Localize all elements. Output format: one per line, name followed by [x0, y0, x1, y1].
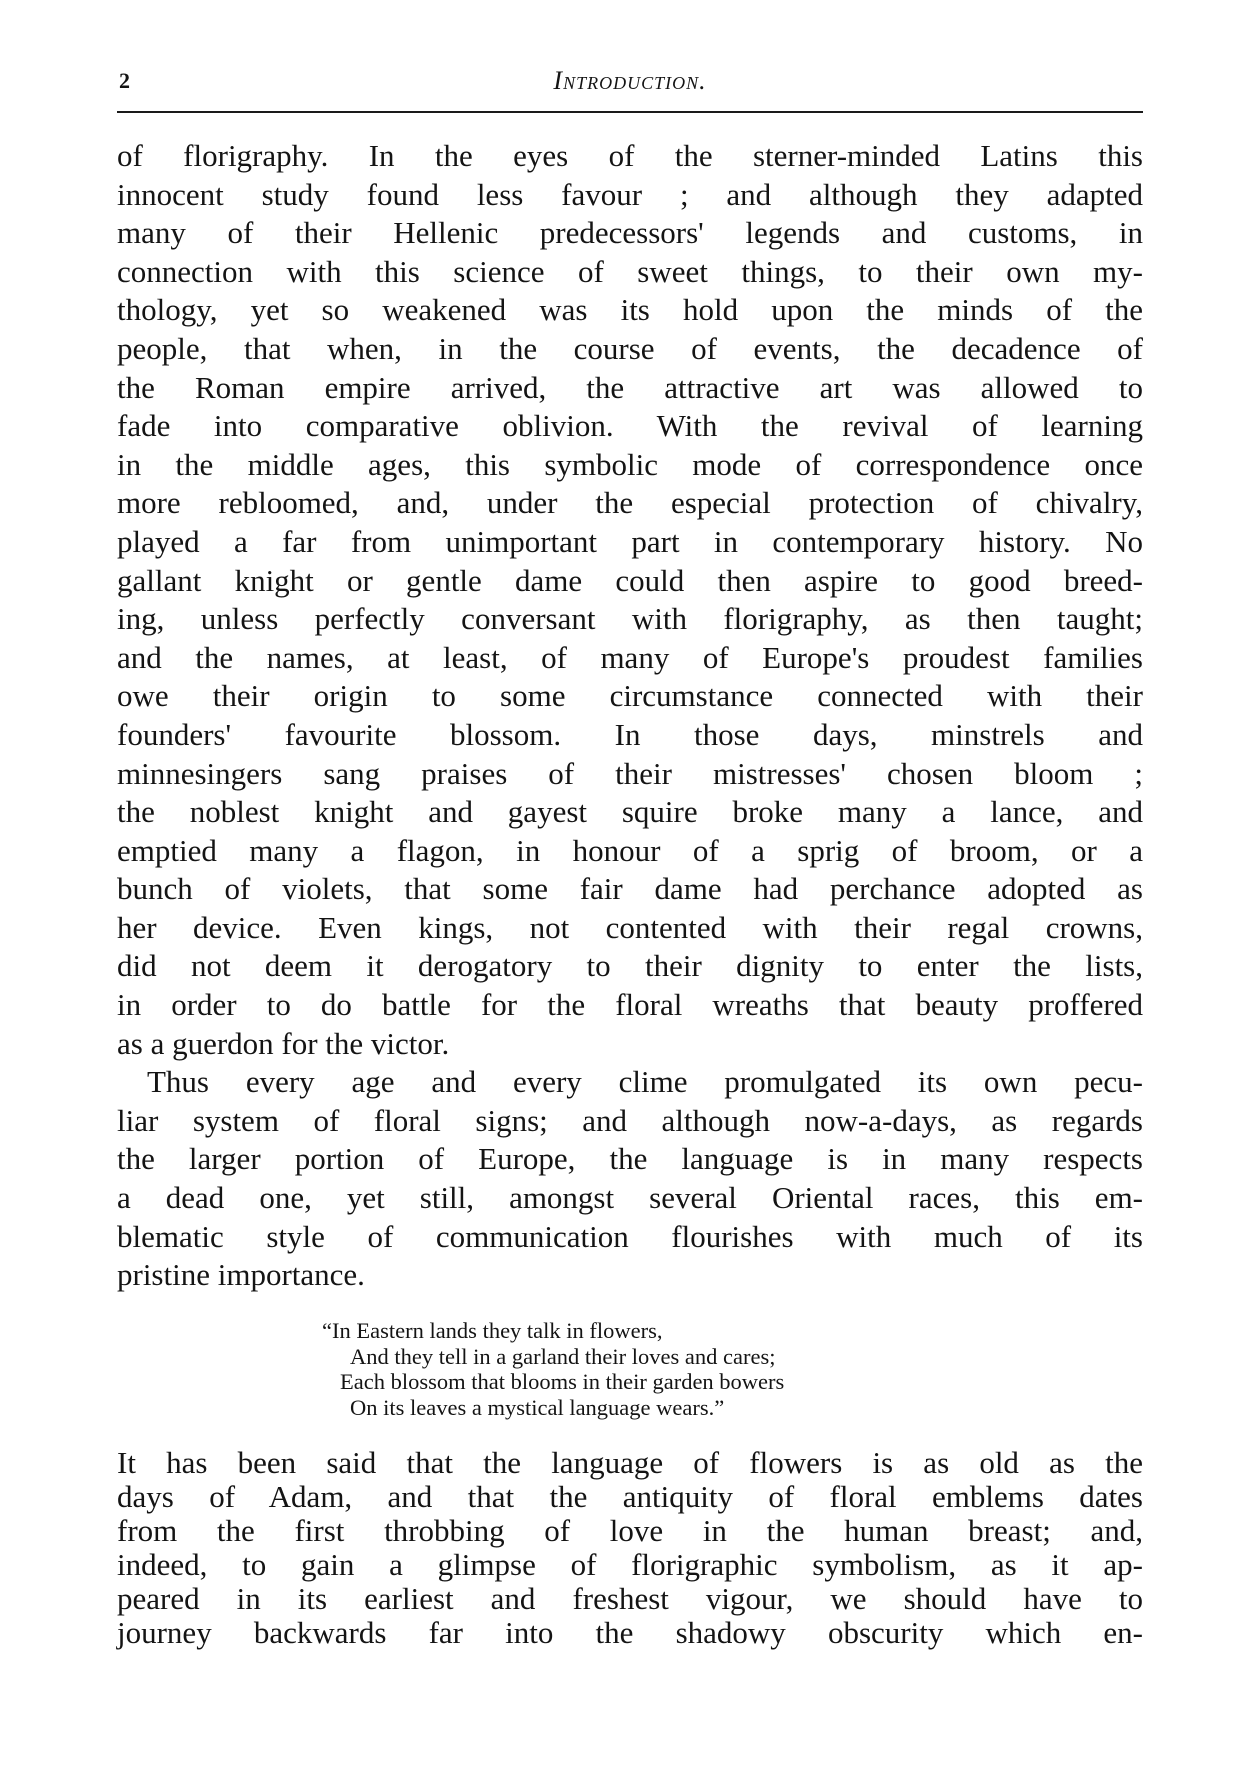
text-line: gallant knight or gentle dame could then aspire to good breed- [117, 562, 1143, 598]
text-line: more rebloomed, and, under the especial protection of chivalry, [117, 485, 1143, 521]
text-line: indeed, to gain a glimpse of florigraphic symbolism, as it ap- [117, 1547, 1143, 1582]
paragraph-2 [117, 1063, 1143, 1295]
verse-line: And they tell in a garland their loves and cares; [350, 1343, 776, 1369]
text-line: pristine importance. [117, 1257, 365, 1293]
text-line: thology, yet so weakened was its hold upon the minds of the [117, 292, 1143, 328]
text-line: as a guerdon for the victor. [117, 1025, 450, 1061]
text-line: a dead one, yet still, amongst several Oriental races, this em- [117, 1180, 1143, 1216]
verse-line: Each blossom that blooms in their garden bowers [340, 1369, 785, 1394]
text-line: owe their origin to some circumstance connected with their [117, 678, 1143, 714]
text-line: emptied many a flagon, in honour of a sprig of broom, or a [117, 832, 1143, 868]
text-line: in the middle ages, this symbolic mode of correspondence once [117, 446, 1143, 482]
text-line: in order to do battle for the floral wreaths that beauty proffered [117, 987, 1143, 1023]
text-line: journey backwards far into the shadowy obscurity which en- [117, 1615, 1143, 1650]
text-line: days of Adam, and that the antiquity of floral emblems dates [117, 1479, 1143, 1514]
text-line: and the names, at least, of many of Europe's proudest families [117, 639, 1143, 675]
verse-quotation [322, 1318, 784, 1420]
text-line: many of their Hellenic predecessors' legends and customs, in [117, 215, 1143, 251]
text-line: minnesingers sang praises of their mistresses' chosen bloom ; [117, 755, 1143, 791]
paragraph-3 [117, 1446, 1143, 1650]
text-line: liar system of floral signs; and although now-a-days, as regards [117, 1102, 1143, 1138]
verse-line: “In Eastern lands they talk in flowers, [322, 1318, 663, 1343]
text-line: her device. Even kings, not contented with their regal crowns, [117, 909, 1143, 945]
text-line: Thus every age and every clime promulgated its own pecu- [147, 1064, 1143, 1100]
text-line: the larger portion of Europe, the language is in many respects [117, 1141, 1143, 1177]
text-line: innocent study found less favour ; and although they adapted [117, 176, 1143, 212]
paragraph-1 [117, 137, 1143, 1063]
running-title: Introduction. [553, 66, 707, 95]
text-line: fade into comparative oblivion. With the revival of learning [117, 408, 1143, 444]
verse-line: On its leaves a mystical language wears.” [350, 1394, 725, 1420]
text-line: It has been said that the language of flowers is as old as the [117, 1445, 1143, 1480]
text-line: ing, unless perfectly conversant with florigraphy, as then taught; [117, 601, 1143, 637]
text-line: from the first throbbing of love in the human breast; and, [117, 1513, 1143, 1548]
page-number: 2 [119, 68, 130, 93]
text-line: people, that when, in the course of events, the decadence of [117, 330, 1143, 366]
text-line: founders' favourite blossom. In those days, minstrels and [117, 716, 1143, 752]
body-text-upper [117, 137, 1143, 1295]
text-line: peared in its earliest and freshest vigour, we should have to [117, 1581, 1143, 1616]
text-line: the Roman empire arrived, the attractive art was allowed to [117, 369, 1143, 405]
text-line: did not deem it derogatory to their dignity to enter the lists, [117, 948, 1143, 984]
text-line: the noblest knight and gayest squire broke many a lance, and [117, 794, 1143, 830]
text-line: of florigraphy. In the eyes of the sterner-minded Latins this [117, 138, 1143, 173]
text-line: connection with this science of sweet things, to their own my- [117, 253, 1143, 289]
text-line: played a far from unimportant part in contemporary history. No [117, 523, 1143, 559]
text-line: blematic style of communication flourishes with much of its [117, 1218, 1143, 1254]
header-rule [117, 111, 1143, 113]
text-line: bunch of violets, that some fair dame had perchance adopted as [117, 871, 1143, 907]
running-head [117, 66, 1143, 96]
